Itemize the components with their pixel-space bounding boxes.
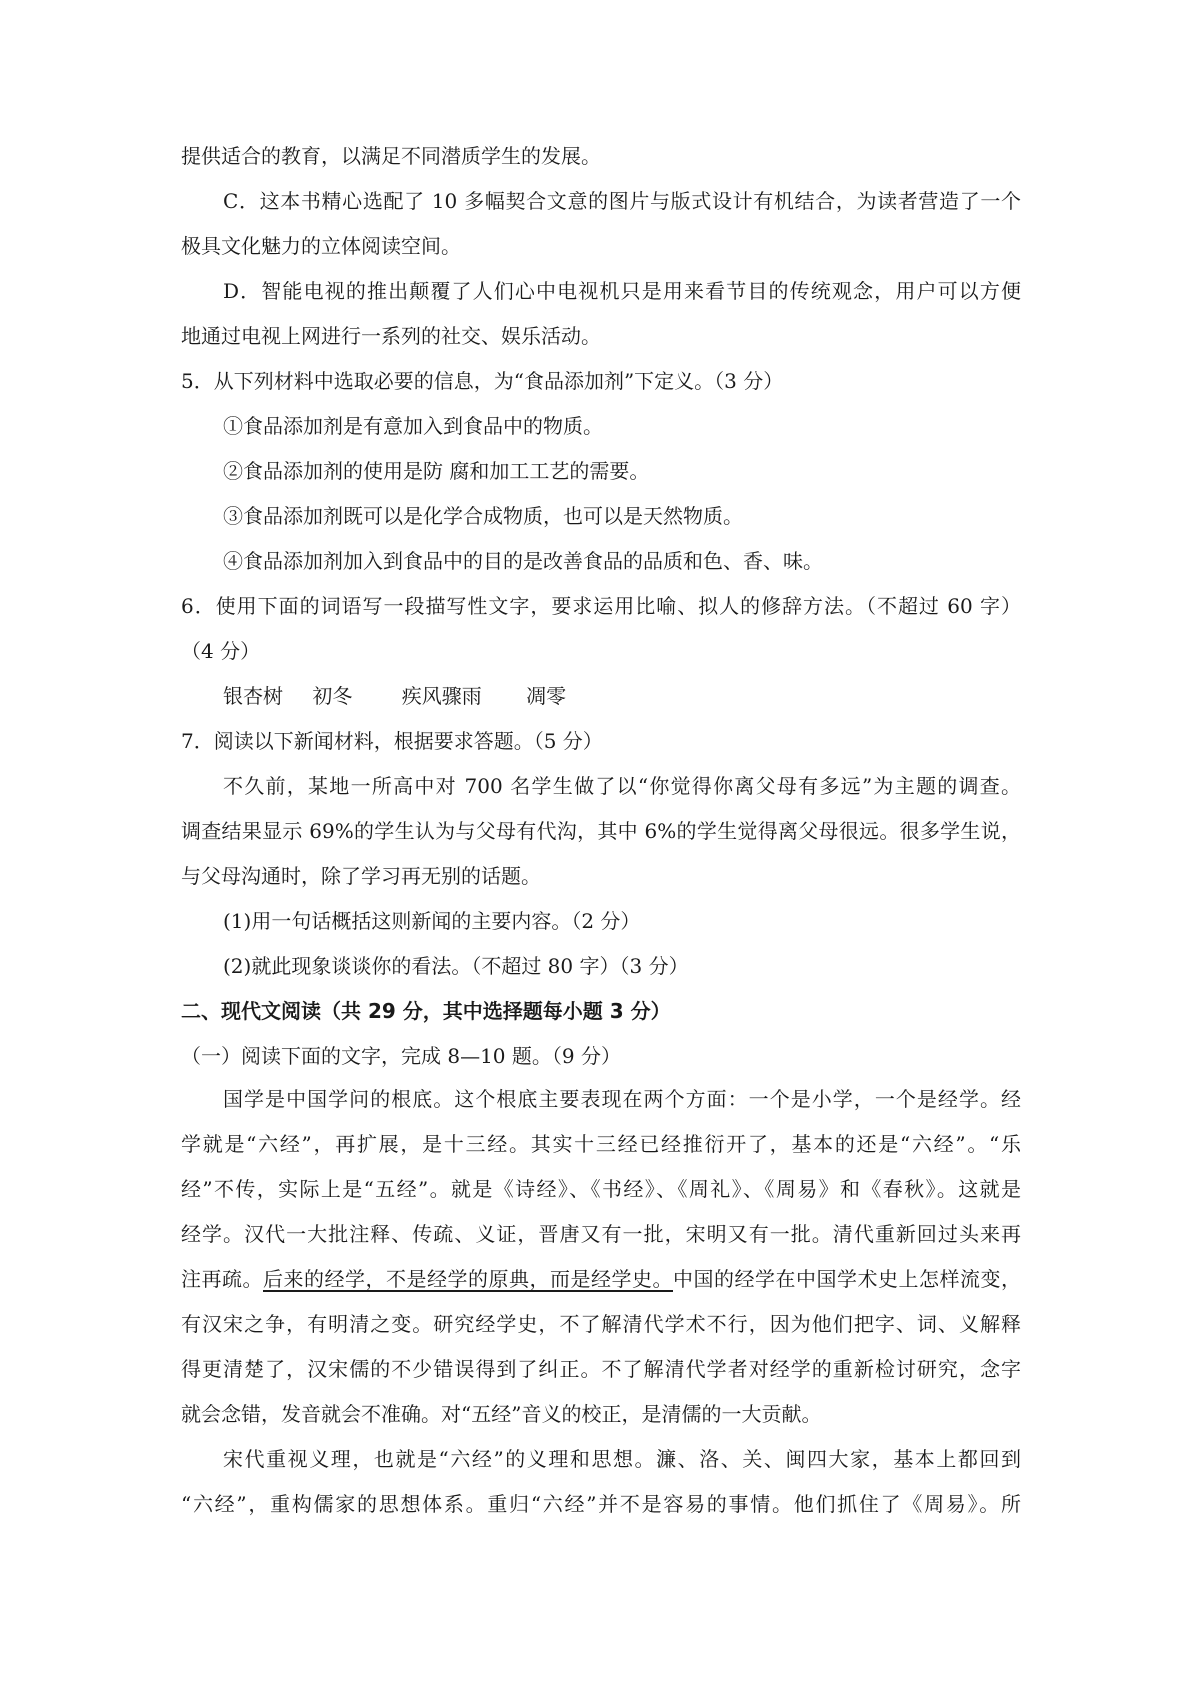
word-item: 银杏树: [223, 684, 283, 708]
passage-line: 宋代重视义理，也就是“六经”的义理和思想。濂、洛、关、闽四大家，基本上都回到: [223, 1447, 1021, 1471]
question-6-score: （4 分）: [181, 639, 261, 663]
material-item-2: ②食品添加剂的使用是防 腐和加工工艺的需要。: [223, 459, 650, 483]
question-5: 5．从下列材料中选取必要的信息，为“食品添加剂”下定义。（3 分）: [181, 369, 784, 393]
text-line: 地通过电视上网进行一系列的社交、娱乐活动。: [181, 324, 601, 348]
sub-question-1: (1)用一句话概括这则新闻的主要内容。（2 分）: [223, 909, 641, 933]
news-line: 不久前，某地一所高中对 700 名学生做了以“你觉得你离父母有多远”为主题的调查。: [223, 774, 1021, 798]
sub-question-2: (2)就此现象谈谈你的看法。（不超过 80 字）（3 分）: [223, 954, 689, 978]
question-7: 7．阅读以下新闻材料，根据要求答题。（5 分）: [181, 729, 603, 753]
passage-line: 学就是“六经”，再扩展，是十三经。其实十三经已经推衍开了，基本的还是“六经”。“乐: [181, 1132, 1021, 1156]
underlined-sentence: 后来的经学，不是经学的原典，而是经学史。: [263, 1267, 673, 1291]
passage-text: 注再疏。: [181, 1267, 263, 1291]
word-item: 初冬: [312, 684, 353, 708]
news-line: 调查结果显示 69%的学生认为与父母有代沟，其中 6%的学生觉得离父母很远。很多学生说，: [181, 819, 1021, 843]
passage-line: “六经”，重构儒家的思想体系。重归“六经”并不是容易的事情。他们抓住了《周易》。所: [181, 1492, 1021, 1516]
word-item: 疾风骤雨: [401, 684, 482, 708]
passage-line: 经”不传，实际上是“五经”。就是《诗经》、《书经》、《周礼》、《周易》和《春秋》。这就是: [181, 1177, 1021, 1201]
passage-text: 中国的经学在中国学术史上怎样流变，: [673, 1267, 1021, 1291]
passage-line: 得更清楚了，汉宋儒的不少错误得到了纠正。不了解清代学者对经学的重新检讨研究，念字: [181, 1357, 1021, 1381]
text-line: 提供适合的教育，以满足不同潜质学生的发展。: [181, 144, 601, 168]
option-d-line: D．智能电视的推出颠覆了人们心中电视机只是用来看节目的传统观念，用户可以方便: [223, 279, 1021, 303]
passage-line: 经学。汉代一大批注释、传疏、义证，晋唐又有一批，宋明又有一批。清代重新回过头来再: [181, 1222, 1021, 1246]
material-item-3: ③食品添加剂既可以是化学合成物质，也可以是天然物质。: [223, 504, 743, 528]
option-c-line: C．这本书精心选配了 10 多幅契合文意的图片与版式设计有机结合，为读者营造了一个: [223, 189, 1021, 213]
passage-line: [181, 1265, 1021, 1293]
passage-line: 就会念错，发音就会不准确。对“五经”音义的校正，是清儒的一大贡献。: [181, 1402, 822, 1426]
passage-line: 国学是中国学问的根底。这个根底主要表现在两个方面：一个是小学，一个是经学。经: [223, 1087, 1021, 1111]
subsection-heading: （一）阅读下面的文字，完成 8—10 题。（9 分）: [181, 1044, 621, 1068]
material-item-1: ①食品添加剂是有意加入到食品中的物质。: [223, 414, 603, 438]
question-6-words: [223, 682, 1021, 710]
question-6: 6．使用下面的词语写一段描写性文字，要求运用比喻、拟人的修辞方法。（不超过 60 字）: [181, 594, 1021, 618]
text-line: 极具文化魅力的立体阅读空间。: [181, 234, 461, 258]
passage-line: 有汉宋之争，有明清之变。研究经学史，不了解清代学术不行，因为他们把字、词、义解释: [181, 1312, 1021, 1336]
material-item-4: ④食品添加剂加入到食品中的目的是改善食品的品质和色、香、味。: [223, 549, 823, 573]
word-item: 凋零: [526, 684, 567, 708]
section-heading: 二、现代文阅读（共 29 分，其中选择题每小题 3 分）: [181, 999, 671, 1023]
news-line: 与父母沟通时，除了学习再无别的话题。: [181, 864, 541, 888]
